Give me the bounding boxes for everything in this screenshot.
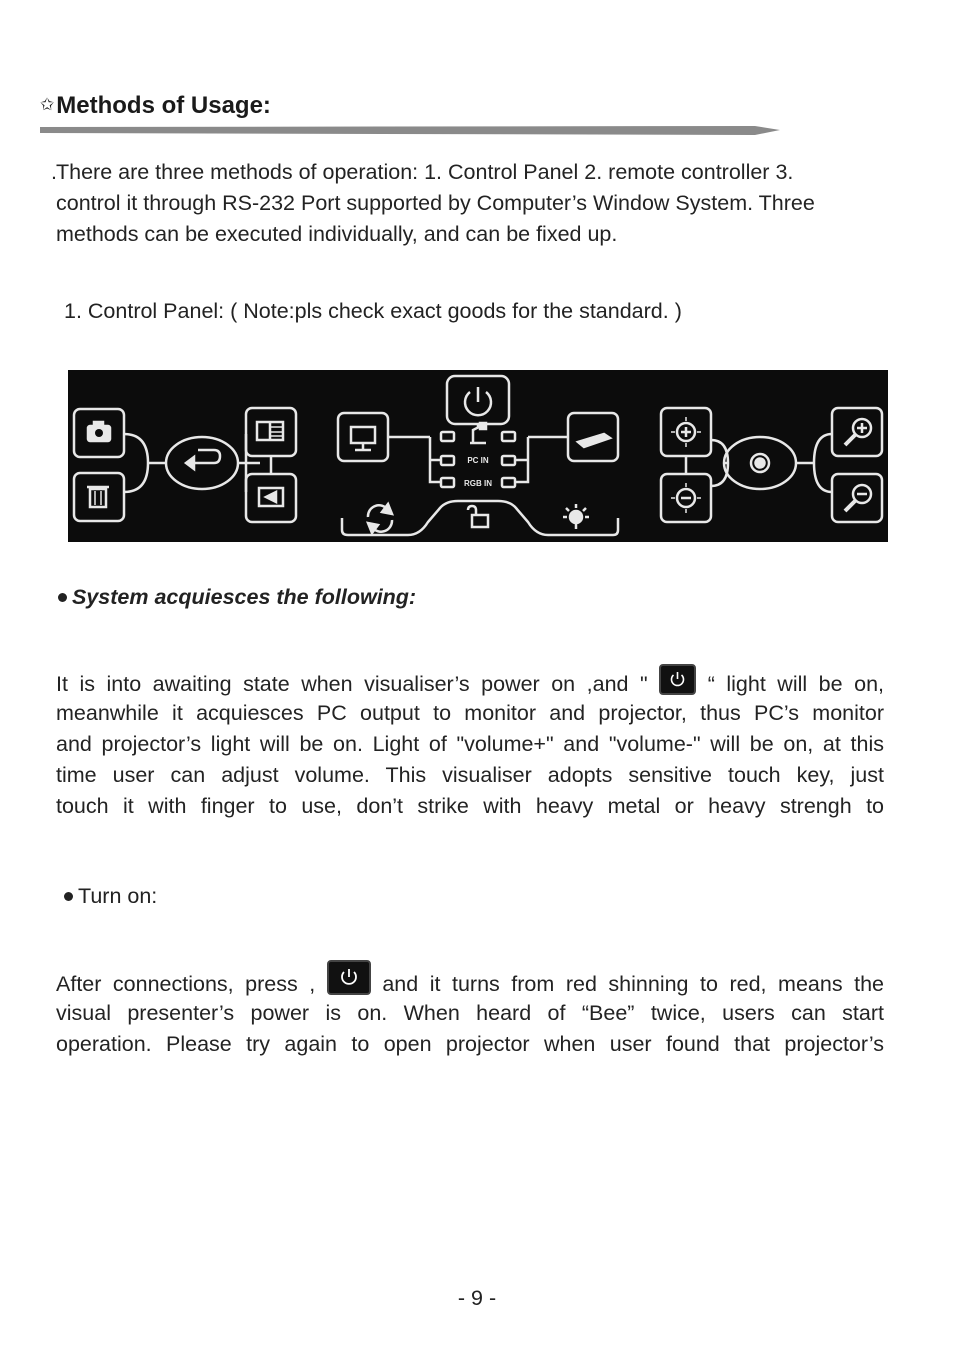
power-icon bbox=[659, 664, 696, 695]
rgb-in-label: RGB IN bbox=[464, 479, 492, 488]
system-line-1-b: “ light will be on, bbox=[707, 672, 884, 696]
system-bullet-text: System acquiesces the following: bbox=[72, 585, 417, 609]
section-heading bbox=[40, 92, 271, 120]
pc-in-label: PC IN bbox=[467, 456, 489, 465]
star-icon: ✩ bbox=[40, 95, 55, 114]
system-line: meanwhile it acquiesces PC output to monitor and projector, thus PC’s monitor bbox=[56, 701, 884, 725]
turn-on-bullet-text: Turn on: bbox=[78, 884, 158, 908]
power-icon bbox=[327, 960, 371, 995]
turn-on-line-1-b: and it turns from red shinning to red, means the bbox=[382, 972, 884, 996]
bullet-dot bbox=[64, 892, 73, 901]
turn-on-line-1 bbox=[56, 960, 884, 998]
intro-line: There are three methods of operation: 1. Control Panel 2. remote controller 3. bbox=[56, 160, 794, 184]
bullet-dot bbox=[58, 593, 67, 602]
page-number: - 9 - bbox=[457, 1286, 497, 1310]
system-line: touch it with finger to use, don’t strike with heavy metal or heavy strengh to bbox=[56, 794, 884, 818]
system-line-1 bbox=[56, 664, 884, 698]
heading-underline bbox=[40, 124, 780, 136]
system-line: and projector’s light will be on. Light of "volume+" and "volume-" will be on, at this bbox=[56, 732, 884, 756]
intro-line: control it through RS-232 Port supported by Computer’s Window System. Three bbox=[56, 191, 815, 215]
system-line: time user can adjust volume. This visualiser adopts sensitive touch key, just bbox=[56, 763, 884, 787]
intro-paragraph bbox=[51, 157, 916, 250]
turn-on-bullet bbox=[64, 884, 157, 909]
turn-on-line: operation. Please try again to open projector when user found that projector’s bbox=[56, 1032, 884, 1056]
system-line-1-a: It is into awaiting state when visualiser’s power on ,and " bbox=[56, 672, 648, 696]
system-paragraph bbox=[56, 664, 884, 822]
turn-on-paragraph bbox=[56, 960, 884, 1060]
control-panel-heading: 1. Control Panel: ( Note:pls check exact goods for the standard. ) bbox=[64, 299, 682, 323]
turn-on-line: visual presenter’s power is on. When heard of “Bee” twice, users can start bbox=[56, 1001, 884, 1025]
intro-line: methods can be executed individually, and can be fixed up. bbox=[56, 222, 618, 246]
intro-dot: . bbox=[51, 160, 57, 184]
section-title: Methods of Usage: bbox=[56, 92, 271, 119]
control-panel-image bbox=[68, 370, 888, 542]
system-bullet bbox=[58, 585, 416, 610]
turn-on-line-1-a: After connections, press , bbox=[56, 972, 316, 996]
